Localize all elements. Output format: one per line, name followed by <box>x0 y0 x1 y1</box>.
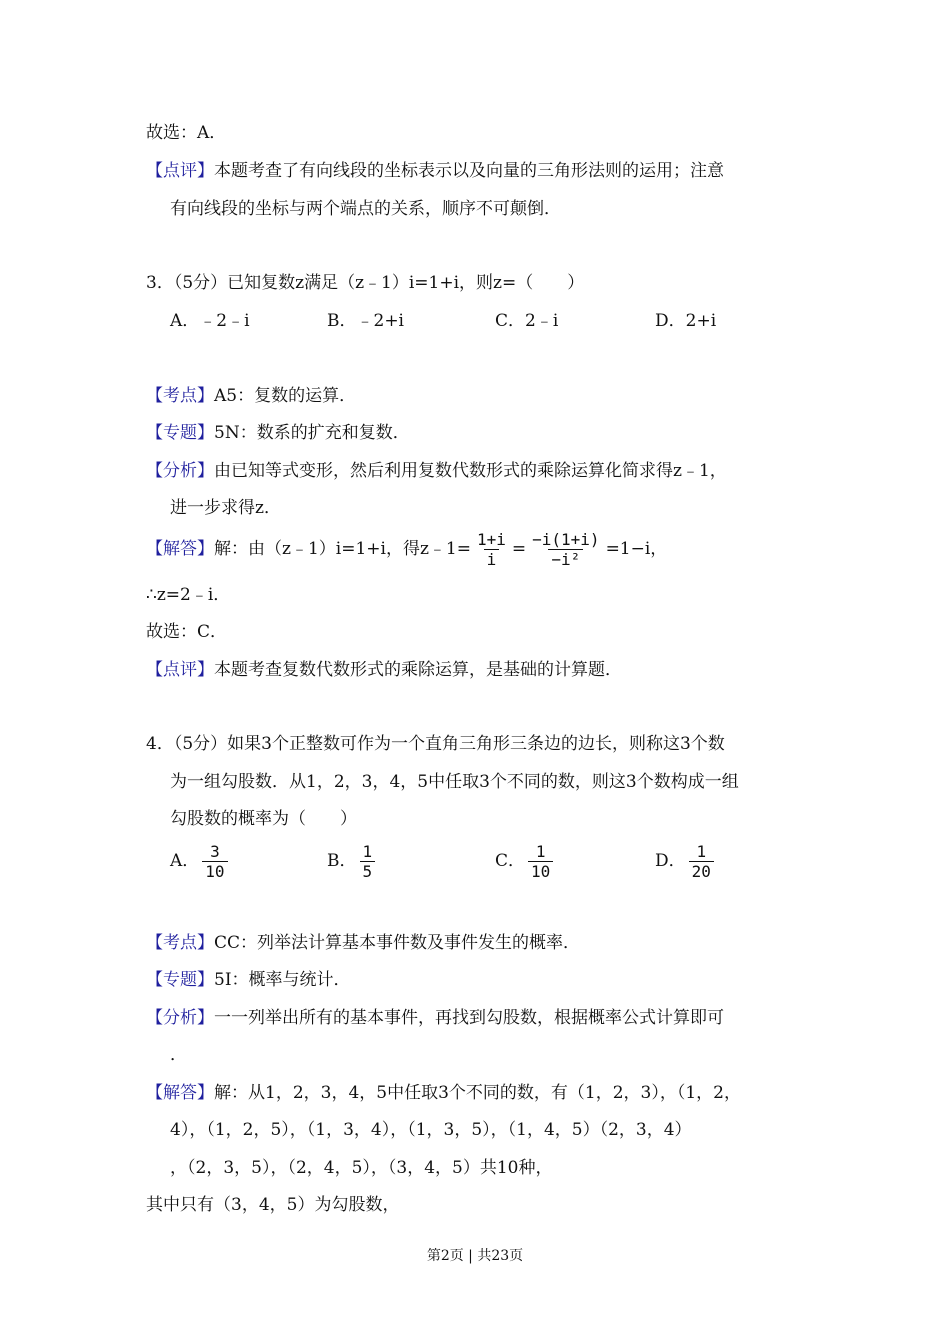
page-footer: 第2页 | 共23页 <box>426 1248 524 1264</box>
q3-fenxi-cont: 进一步求得z． <box>170 498 281 518</box>
q4-fenxi-cont: ． <box>170 1045 187 1065</box>
q2-comment <box>146 158 724 184</box>
q4-stem: 4．（5分）如果3个正整数可作为一个直角三角形三条边的边长，则称这3个数 <box>146 734 725 754</box>
option-label: A． <box>170 311 200 331</box>
kaodian-tag: 【考点】 <box>146 386 214 406</box>
fraction-denominator: 20 <box>689 861 714 881</box>
fraction-numerator: 1 <box>362 842 373 861</box>
q3-fenxi <box>146 458 727 484</box>
option-label: D． <box>655 311 686 331</box>
option-text: 2﹣i <box>525 311 559 331</box>
q4-zhuanti <box>146 967 351 993</box>
jieda-result: =1−i， <box>605 539 668 559</box>
option-label: A． <box>170 851 200 871</box>
fraction-denominator: 10 <box>202 861 227 881</box>
zhuanti-text: 5I：概率与统计． <box>214 970 351 990</box>
comment-tag: 【点评】 <box>146 161 214 181</box>
option-fraction <box>528 842 553 881</box>
q2-comment-text: 本题考查了有向线段的坐标表示以及向量的三角形法则的运用；注意 <box>214 161 724 181</box>
kaodian-text: CC：列举法计算基本事件数及事件发生的概率． <box>214 933 581 953</box>
fraction-denominator: 5 <box>360 861 376 881</box>
option-fraction <box>689 842 714 881</box>
q4-jieda-cont: ，（2，3，5），（2，4，5），（3，4，5）共10种， <box>170 1158 553 1178</box>
fenxi-tag: 【分析】 <box>146 1008 214 1028</box>
jieda-tag: 【解答】 <box>146 539 214 559</box>
option-label: C． <box>495 311 526 331</box>
fraction-numerator: −i(1+i) <box>532 530 600 549</box>
q4-option-b <box>327 842 378 881</box>
fraction-1 <box>474 530 509 569</box>
q3-choice: 故选：C． <box>146 622 228 642</box>
q3-stem: 3．（5分）已知复数z满足（z﹣1）i=1+i，则z=（ ） <box>146 273 585 293</box>
fraction-2 <box>529 530 602 569</box>
q2-comment-cont: 有向线段的坐标与两个端点的关系，顺序不可颠倒． <box>170 199 561 219</box>
option-fraction <box>360 842 376 881</box>
q4-option-d <box>655 842 717 881</box>
comment-tag: 【点评】 <box>146 660 214 680</box>
fraction-numerator: 1+i <box>476 530 506 549</box>
q3-comment <box>146 657 622 683</box>
q3-jieda <box>146 527 667 571</box>
fraction-numerator: 3 <box>210 842 220 861</box>
zhuanti-tag: 【专题】 <box>146 423 214 443</box>
fenxi-tag: 【分析】 <box>146 461 214 481</box>
q3-option-a <box>170 308 250 334</box>
fraction-denominator: −i² <box>548 549 583 569</box>
option-label: B． <box>327 851 357 871</box>
q4-stem-cont: 为一组勾股数．从1，2，3，4，5中任取3个不同的数，则这3个数构成一组 <box>170 772 739 792</box>
comment-text: 本题考查复数代数形式的乘除运算，是基础的计算题． <box>214 660 622 680</box>
option-text: ﹣2﹣i <box>199 311 250 331</box>
zhuanti-tag: 【专题】 <box>146 970 214 990</box>
option-label: B． <box>327 311 357 331</box>
q4-option-a <box>170 842 231 881</box>
fraction-denominator: i <box>484 549 500 569</box>
q4-stem-cont: 勾股数的概率为（ ） <box>170 809 357 829</box>
option-text: ﹣2+i <box>356 311 404 331</box>
jieda-text: 解：从1，2，3，4，5中任取3个不同的数，有（1，2，3），（1，2， <box>214 1083 741 1103</box>
fraction-numerator: 1 <box>696 842 707 861</box>
option-fraction <box>202 842 227 881</box>
zhuanti-text: 5N：数系的扩充和复数． <box>214 423 410 443</box>
q4-jieda-cont: 其中只有（3，4，5）为勾股数， <box>146 1195 400 1215</box>
jieda-tag: 【解答】 <box>146 1083 214 1103</box>
option-label: C． <box>495 851 526 871</box>
q3-option-d <box>655 308 716 334</box>
q3-result: ∴z=2﹣i． <box>146 585 231 605</box>
q4-option-c <box>495 842 556 881</box>
q3-option-b <box>327 308 404 334</box>
option-text: 2+i <box>685 311 717 331</box>
q2-choice: 故选：A． <box>146 123 227 143</box>
fenxi-text: 由已知等式变形，然后利用复数代数形式的乘除运算化简求得z﹣1， <box>214 461 727 481</box>
q4-jieda-cont: 4），（1，2，5），（1，3，4），（1，3，5），（1，4，5）（2，3，4） <box>170 1120 692 1140</box>
q3-zhuanti <box>146 420 410 446</box>
equals-sign: = <box>511 539 527 559</box>
q4-fenxi <box>146 1005 724 1031</box>
fraction-numerator: 1 <box>535 842 546 861</box>
option-label: D． <box>655 851 686 871</box>
kaodian-text: A5：复数的运算． <box>214 386 357 406</box>
fenxi-text: 一一列举出所有的基本事件，再找到勾股数，根据概率公式计算即可 <box>214 1008 724 1028</box>
q3-kaodian <box>146 383 356 409</box>
q4-kaodian <box>146 930 580 956</box>
jieda-text: 解：由（z﹣1）i=1+i，得z﹣1= <box>214 539 471 559</box>
kaodian-tag: 【考点】 <box>146 933 214 953</box>
fraction-denominator: 10 <box>528 861 553 881</box>
q3-option-c <box>495 308 558 334</box>
q4-jieda <box>146 1080 741 1106</box>
